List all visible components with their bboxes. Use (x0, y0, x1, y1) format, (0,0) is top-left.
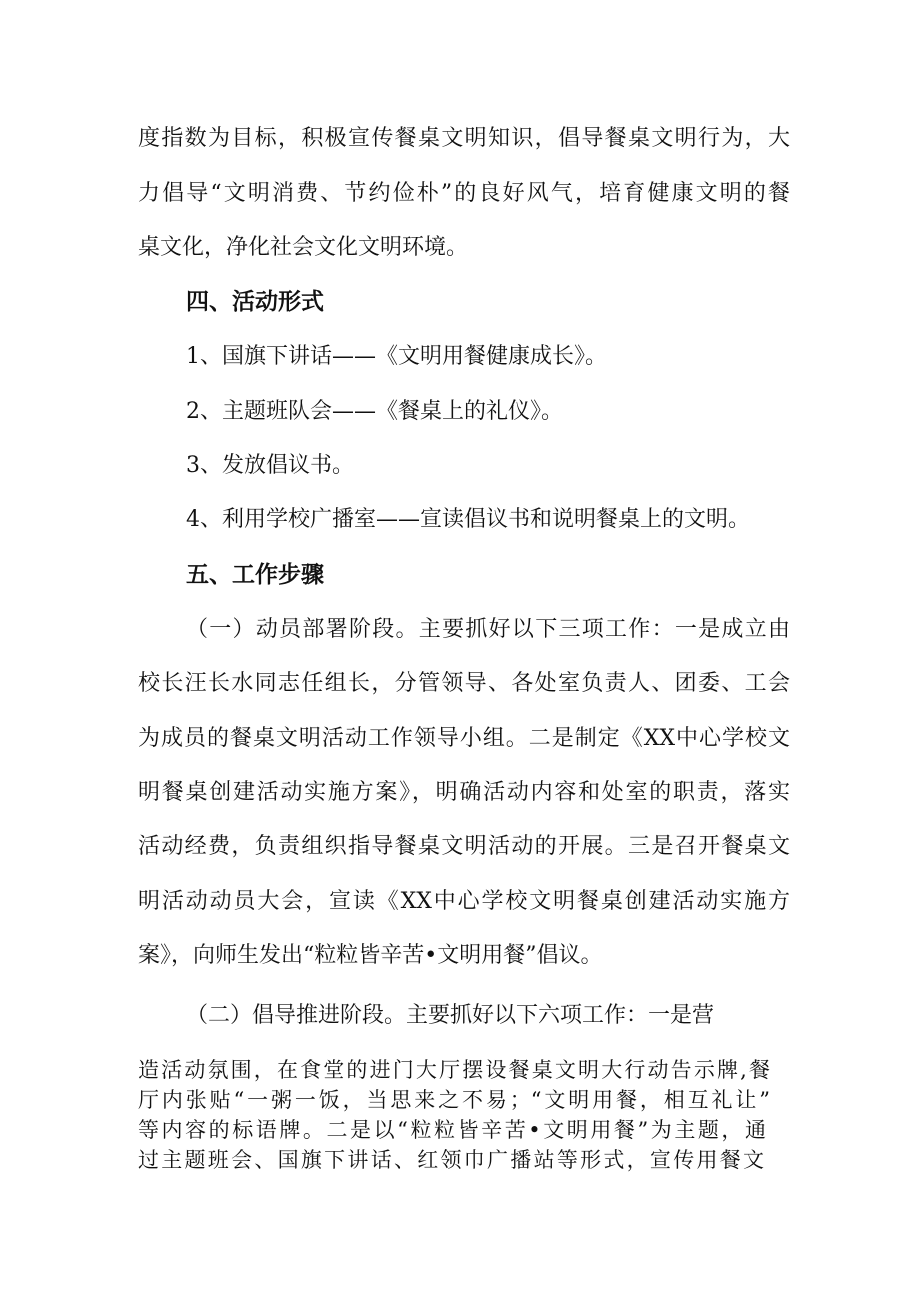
section-heading: 五、工作步骤 (186, 562, 324, 588)
list-item: 1、国旗下讲话——《文明用餐健康成长》。 (186, 344, 607, 369)
paragraph-line: 明活动动员大会，宣读《XX中心学校文明餐桌创建活动实施方 (138, 889, 790, 914)
paragraph-line: 案》，向师生发出“粒粒皆辛苦•文明用餐”倡议。 (138, 943, 603, 968)
paragraph-line: （一）动员部署阶段。主要抓好以下三项工作：一是成立由 (186, 617, 790, 642)
paragraph-line: 过主题班会、国旗下讲话、红领巾广播站等形式，宣传用餐文 (138, 1148, 764, 1172)
paragraph-line: （二）倡导推进阶段。主要抓好以下六项工作：一是营 (186, 1003, 715, 1028)
paragraph-line: 度指数为目标，积极宣传餐桌文明知识，倡导餐桌文明行为，大 (138, 126, 790, 151)
paragraph-line: 校长汪长水同志任组长，分管领导、各处室负责人、团委、工会 (138, 671, 790, 696)
list-item: 3、发放倡议书。 (186, 453, 354, 478)
paragraph-line: 为成员的餐桌文明活动工作领导小组。二是制定《XX中心学校文 (138, 726, 790, 751)
paragraph-line: 厅内张贴“一粥一饭，当思来之不易；“文明用餐，相互礼让” (138, 1088, 770, 1112)
section-heading: 四、活动形式 (186, 289, 324, 315)
paragraph-line: 明餐桌创建活动实施方案》，明确活动内容和处室的职责，落实 (138, 780, 790, 805)
paragraph-line: 桌文化，净化社会文化文明环境。 (138, 235, 469, 260)
paragraph-line: 活动经费，负责组织指导餐桌文明活动的开展。三是召开餐桌文 (138, 834, 790, 859)
paragraph-line: 造活动氛围，在食堂的进门大厅摆设餐桌文明大行动告示牌,餐 (138, 1058, 770, 1082)
list-item: 4、利用学校广播室——宣读倡议书和说明餐桌上的文明。 (186, 507, 750, 532)
paragraph-line: 力倡导“文明消费、节约俭朴”的良好风气，培育健康文明的餐 (138, 181, 790, 206)
paragraph-line: 等内容的标语牌。二是以“粒粒皆辛苦•文明用餐”为主题，通 (138, 1118, 766, 1142)
list-item: 2、主题班队会——《餐桌上的礼仪》。 (186, 399, 563, 424)
